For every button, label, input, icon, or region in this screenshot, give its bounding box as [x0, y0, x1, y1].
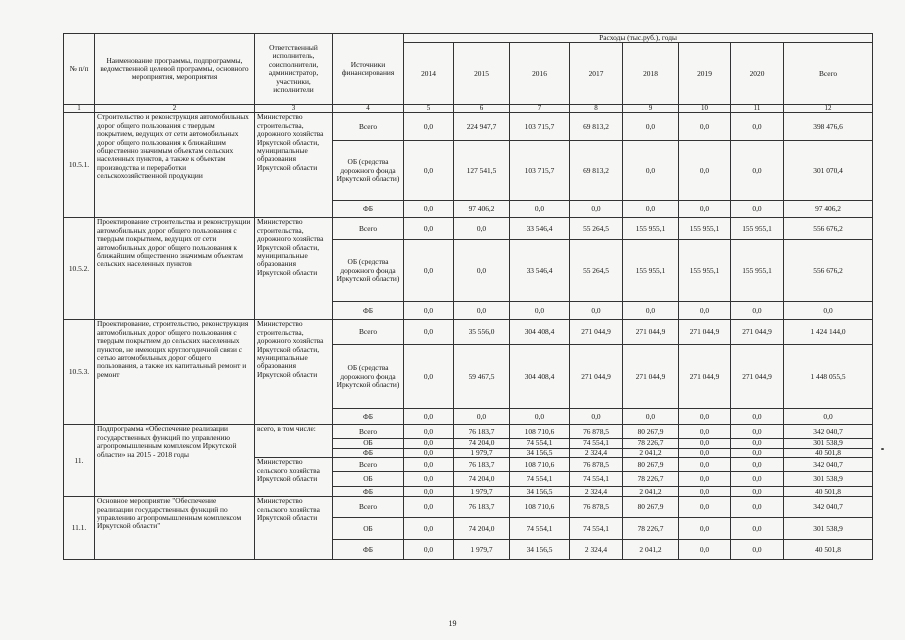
- column-index: 1: [64, 105, 95, 113]
- value-cell: 0,0: [679, 540, 731, 560]
- value-cell: 97 406,2: [454, 201, 510, 218]
- row-executor: всего, в том числе:: [255, 425, 333, 458]
- row-number: 11.1.: [64, 497, 95, 560]
- value-cell: 0,0: [454, 218, 510, 240]
- funding-source: ФБ: [333, 487, 404, 497]
- value-cell: 0,0: [679, 458, 731, 472]
- value-cell: 55 264,5: [570, 218, 623, 240]
- value-cell: 0,0: [404, 113, 454, 141]
- value-cell: 155 955,1: [679, 218, 731, 240]
- column-index: 7: [510, 105, 570, 113]
- value-cell: 556 676,2: [784, 218, 873, 240]
- column-index: 10: [679, 105, 731, 113]
- value-cell: 2 324,4: [570, 448, 623, 457]
- value-cell: 80 267,9: [623, 458, 679, 472]
- header-year-2017: 2017: [570, 43, 623, 105]
- value-cell: 0,0: [404, 425, 454, 439]
- value-cell: 69 813,2: [570, 141, 623, 201]
- value-cell: 342 040,7: [784, 458, 873, 472]
- value-cell: 271 044,9: [623, 320, 679, 345]
- value-cell: 0,0: [731, 141, 784, 201]
- value-cell: 271 044,9: [679, 320, 731, 345]
- value-cell: 78 226,7: [623, 472, 679, 487]
- value-cell: 0,0: [731, 201, 784, 218]
- value-cell: 0,0: [731, 518, 784, 540]
- value-cell: 224 947,7: [454, 113, 510, 141]
- header-year-2018: 2018: [623, 43, 679, 105]
- value-cell: 103 715,7: [510, 141, 570, 201]
- value-cell: 0,0: [454, 240, 510, 302]
- table-row: [64, 320, 873, 345]
- value-cell: 1 979,7: [454, 540, 510, 560]
- column-index: 9: [623, 105, 679, 113]
- row-executor: Министерство строительства, дорожного хозяйства Иркутской области, муниципальные образования Иркутской области: [255, 218, 333, 320]
- page-number: 19: [448, 619, 457, 628]
- value-cell: 74 204,0: [454, 518, 510, 540]
- value-cell: 0,0: [731, 302, 784, 320]
- header-year-2015: 2015: [454, 43, 510, 105]
- value-cell: 0,0: [623, 302, 679, 320]
- value-cell: 78 226,7: [623, 518, 679, 540]
- value-cell: 0,0: [404, 320, 454, 345]
- value-cell: 155 955,1: [623, 240, 679, 302]
- funding-source: ФБ: [333, 448, 404, 457]
- value-cell: 2 324,4: [570, 487, 623, 497]
- header-number: № п/п: [64, 34, 95, 105]
- funding-source: ОБ (средства дорожного фонда Иркутской области): [333, 345, 404, 409]
- value-cell: 97 406,2: [784, 201, 873, 218]
- value-cell: 0,0: [510, 409, 570, 425]
- scan-speck: [881, 448, 884, 450]
- funding-source: ОБ: [333, 439, 404, 448]
- value-cell: 556 676,2: [784, 240, 873, 302]
- funding-source: ОБ: [333, 518, 404, 540]
- value-cell: 0,0: [731, 458, 784, 472]
- value-cell: 0,0: [404, 218, 454, 240]
- header-year-2014: 2014: [404, 43, 454, 105]
- value-cell: 0,0: [404, 497, 454, 518]
- value-cell: 0,0: [679, 518, 731, 540]
- value-cell: 108 710,6: [510, 458, 570, 472]
- row-number: 11.: [64, 425, 95, 497]
- value-cell: 271 044,9: [623, 345, 679, 409]
- value-cell: 0,0: [731, 487, 784, 497]
- funding-source: Всего: [333, 113, 404, 141]
- value-cell: 0,0: [731, 540, 784, 560]
- value-cell: 0,0: [784, 302, 873, 320]
- value-cell: 34 156,5: [510, 487, 570, 497]
- value-cell: 76 878,5: [570, 458, 623, 472]
- value-cell: 304 408,4: [510, 320, 570, 345]
- value-cell: 74 554,1: [570, 439, 623, 448]
- value-cell: 304 408,4: [510, 345, 570, 409]
- value-cell: 40 501,8: [784, 448, 873, 457]
- value-cell: 2 041,2: [623, 540, 679, 560]
- value-cell: 0,0: [404, 302, 454, 320]
- value-cell: 74 204,0: [454, 472, 510, 487]
- header-year-2019: 2019: [679, 43, 731, 105]
- value-cell: 2 041,2: [623, 487, 679, 497]
- table-header: [64, 34, 873, 105]
- value-cell: 0,0: [731, 497, 784, 518]
- row-executor: Министерство строительства, дорожного хозяйства Иркутской области, муниципальные образования Иркутской области: [255, 320, 333, 425]
- value-cell: 342 040,7: [784, 497, 873, 518]
- value-cell: 155 955,1: [731, 218, 784, 240]
- funding-source: Всего: [333, 320, 404, 345]
- value-cell: 0,0: [510, 302, 570, 320]
- header-funding-source: Источники финансирования: [333, 34, 404, 105]
- funding-source: Всего: [333, 497, 404, 518]
- header-year-2020: 2020: [731, 43, 784, 105]
- value-cell: 301 538,9: [784, 518, 873, 540]
- value-cell: 1 979,7: [454, 487, 510, 497]
- row-program-name: Проектирование строительства и реконструкции автомобильных дорог общего пользования с твердым покрытием, ведущих от сети автомобильных дорог общего пользования к ближайшим общественно значимым объектам сельских населенных пунктов: [95, 218, 255, 320]
- value-cell: 1 424 144,0: [784, 320, 873, 345]
- value-cell: 271 044,9: [731, 345, 784, 409]
- value-cell: 74 554,1: [570, 472, 623, 487]
- column-index: 6: [454, 105, 510, 113]
- table-row: [64, 425, 873, 439]
- value-cell: 0,0: [404, 518, 454, 540]
- row-program-name: Строительство и реконструкция автомобильных дорог общего пользования с твердым покрытием, ведущих от сети автомобильных дорог общего пользования к ближайшим общественно значимым объектам сельских населенных пунктов, а также к объектам производства и переработки сельскохозяйственной продукции: [95, 113, 255, 218]
- value-cell: 0,0: [623, 113, 679, 141]
- value-cell: 103 715,7: [510, 113, 570, 141]
- value-cell: 271 044,9: [731, 320, 784, 345]
- value-cell: 74 554,1: [510, 518, 570, 540]
- value-cell: 0,0: [404, 439, 454, 448]
- value-cell: 0,0: [623, 409, 679, 425]
- funding-source: Всего: [333, 425, 404, 439]
- value-cell: 0,0: [679, 439, 731, 448]
- funding-source: Всего: [333, 458, 404, 472]
- value-cell: 271 044,9: [570, 320, 623, 345]
- value-cell: 0,0: [731, 439, 784, 448]
- value-cell: 34 156,5: [510, 448, 570, 457]
- funding-source: ОБ (средства дорожного фонда Иркутской области): [333, 240, 404, 302]
- value-cell: 74 204,0: [454, 439, 510, 448]
- value-cell: 2 041,2: [623, 448, 679, 457]
- value-cell: 59 467,5: [454, 345, 510, 409]
- value-cell: 127 541,5: [454, 141, 510, 201]
- value-cell: 0,0: [404, 141, 454, 201]
- row-executor: Министерство сельского хозяйства Иркутской области: [255, 497, 333, 560]
- column-index: 3: [255, 105, 333, 113]
- value-cell: 342 040,7: [784, 425, 873, 439]
- value-cell: 0,0: [679, 141, 731, 201]
- row-program-name: Проектирование, строительство, реконструкция автомобильных дорог общего пользования с твердым покрытием до сельских населенных пунктов, не имеющих круглогодичной связи с сетью автомобильных дорог общего пользования, а также их капитальный ремонт и ремонт: [95, 320, 255, 425]
- value-cell: 40 501,8: [784, 540, 873, 560]
- value-cell: 35 556,0: [454, 320, 510, 345]
- value-cell: 0,0: [679, 472, 731, 487]
- value-cell: 0,0: [570, 201, 623, 218]
- table-row: [64, 113, 873, 141]
- value-cell: 0,0: [404, 240, 454, 302]
- column-index-row: [64, 105, 873, 113]
- value-cell: 0,0: [404, 540, 454, 560]
- funding-source: ОБ: [333, 472, 404, 487]
- row-number: 10.5.3.: [64, 320, 95, 425]
- value-cell: 0,0: [731, 425, 784, 439]
- value-cell: 108 710,6: [510, 497, 570, 518]
- header-program-name: Наименование программы, подпрограммы, ведомственной целевой программы, основного мероприятия, мероприятия: [95, 34, 255, 105]
- table-row: [64, 218, 873, 240]
- header-expenses: Расходы (тыс.руб.), годы: [404, 34, 873, 43]
- value-cell: 0,0: [404, 409, 454, 425]
- value-cell: 155 955,1: [623, 218, 679, 240]
- value-cell: 0,0: [570, 409, 623, 425]
- value-cell: 0,0: [731, 472, 784, 487]
- value-cell: 0,0: [510, 201, 570, 218]
- value-cell: 301 538,9: [784, 472, 873, 487]
- value-cell: 74 554,1: [510, 439, 570, 448]
- value-cell: 0,0: [784, 409, 873, 425]
- header-year-2016: 2016: [510, 43, 570, 105]
- value-cell: 0,0: [731, 448, 784, 457]
- value-cell: 74 554,1: [510, 472, 570, 487]
- value-cell: 1 979,7: [454, 448, 510, 457]
- value-cell: 0,0: [404, 345, 454, 409]
- value-cell: 80 267,9: [623, 425, 679, 439]
- value-cell: 0,0: [404, 458, 454, 472]
- value-cell: 33 546,4: [510, 240, 570, 302]
- value-cell: 76 878,5: [570, 497, 623, 518]
- row-program-name: Подпрограмма «Обеспечение реализации государственных функций по управлению агропромышленным комплексом Иркутской области» на 2015 - 2018 годы: [95, 425, 255, 497]
- value-cell: 0,0: [679, 448, 731, 457]
- value-cell: 301 070,4: [784, 141, 873, 201]
- value-cell: 0,0: [454, 409, 510, 425]
- value-cell: 0,0: [679, 487, 731, 497]
- value-cell: 0,0: [623, 201, 679, 218]
- value-cell: 0,0: [404, 472, 454, 487]
- value-cell: 1 448 055,5: [784, 345, 873, 409]
- row-executor: Министерство сельского хозяйства Иркутской области: [255, 458, 333, 497]
- value-cell: 155 955,1: [731, 240, 784, 302]
- value-cell: 0,0: [679, 409, 731, 425]
- column-index: 8: [570, 105, 623, 113]
- value-cell: 0,0: [679, 425, 731, 439]
- value-cell: 74 554,1: [570, 518, 623, 540]
- value-cell: 0,0: [731, 113, 784, 141]
- row-number: 10.5.1.: [64, 113, 95, 218]
- value-cell: 69 813,2: [570, 113, 623, 141]
- value-cell: 155 955,1: [679, 240, 731, 302]
- value-cell: 398 476,6: [784, 113, 873, 141]
- value-cell: 0,0: [404, 448, 454, 457]
- value-cell: 76 183,7: [454, 497, 510, 518]
- value-cell: 0,0: [679, 201, 731, 218]
- table-body: [64, 105, 873, 560]
- value-cell: 2 324,4: [570, 540, 623, 560]
- value-cell: 80 267,9: [623, 497, 679, 518]
- table-row: [64, 497, 873, 518]
- value-cell: 0,0: [404, 201, 454, 218]
- value-cell: 34 156,5: [510, 540, 570, 560]
- funding-source: ФБ: [333, 201, 404, 218]
- value-cell: 76 878,5: [570, 425, 623, 439]
- value-cell: 0,0: [623, 141, 679, 201]
- value-cell: 0,0: [679, 113, 731, 141]
- column-index: 12: [784, 105, 873, 113]
- value-cell: 76 183,7: [454, 425, 510, 439]
- budget-table: [63, 33, 873, 560]
- value-cell: 271 044,9: [679, 345, 731, 409]
- funding-source: Всего: [333, 218, 404, 240]
- value-cell: 0,0: [570, 302, 623, 320]
- value-cell: 0,0: [679, 497, 731, 518]
- funding-source: ФБ: [333, 540, 404, 560]
- row-executor: Министерство строительства, дорожного хозяйства Иркутской области, муниципальные образования Иркутской области: [255, 113, 333, 218]
- value-cell: 271 044,9: [570, 345, 623, 409]
- value-cell: 0,0: [404, 487, 454, 497]
- value-cell: 76 183,7: [454, 458, 510, 472]
- value-cell: 55 264,5: [570, 240, 623, 302]
- funding-source: ФБ: [333, 409, 404, 425]
- column-index: 5: [404, 105, 454, 113]
- funding-source: ОБ (средства дорожного фонда Иркутской области): [333, 141, 404, 201]
- value-cell: 40 501,8: [784, 487, 873, 497]
- funding-source: ФБ: [333, 302, 404, 320]
- column-index: 4: [333, 105, 404, 113]
- header-executor: Ответственный исполнитель, соисполнители, администратор, участники, исполнители: [255, 34, 333, 105]
- column-index: 11: [731, 105, 784, 113]
- value-cell: 108 710,6: [510, 425, 570, 439]
- column-index: 2: [95, 105, 255, 113]
- row-program-name: Основное мероприятие "Обеспечение реализации государственных функций по управлению агропромышленным комплексом Иркутской области": [95, 497, 255, 560]
- value-cell: 0,0: [454, 302, 510, 320]
- value-cell: 78 226,7: [623, 439, 679, 448]
- value-cell: 301 538,9: [784, 439, 873, 448]
- value-cell: 0,0: [731, 409, 784, 425]
- value-cell: 33 546,4: [510, 218, 570, 240]
- row-number: 10.5.2.: [64, 218, 95, 320]
- value-cell: 0,0: [679, 302, 731, 320]
- header-total: Всего: [784, 43, 873, 105]
